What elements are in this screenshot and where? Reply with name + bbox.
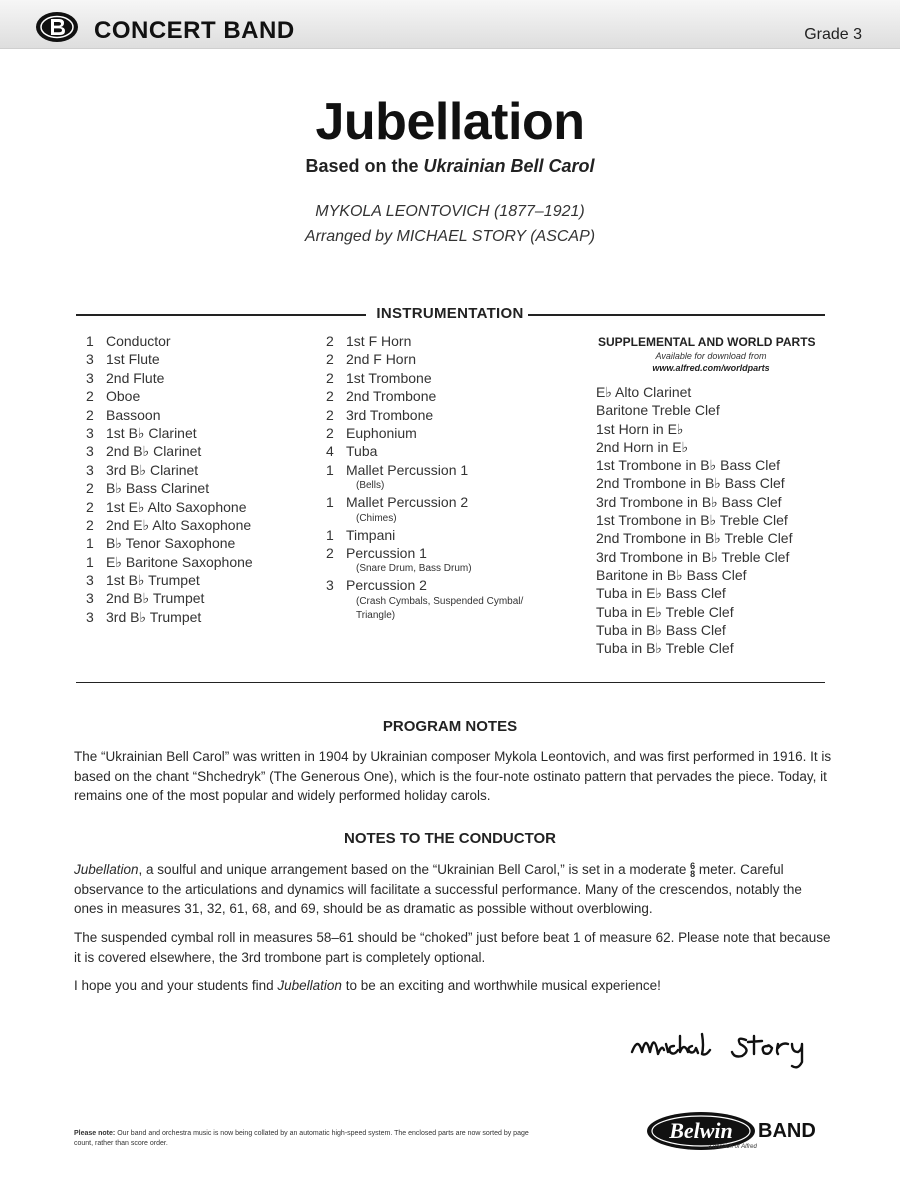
subtitle-prefix: Based on the	[305, 156, 424, 176]
instrument-name: Timpani	[346, 526, 396, 543]
instrument-name: 2nd B♭ Clarinet	[106, 443, 202, 460]
supplemental-part: Baritone in B♭ Bass Clef	[596, 566, 747, 583]
conductor-notes-heading: NOTES TO THE CONDUCTOR	[344, 830, 556, 847]
meter-bottom: 8	[690, 869, 696, 880]
instrument-count: 1	[86, 333, 94, 349]
instrument-name: 2nd Trombone	[346, 388, 437, 405]
instrument-name: B♭ Tenor Saxophone	[106, 535, 236, 552]
instrument-count: 1	[86, 553, 94, 570]
section-divider	[76, 682, 825, 683]
p1-text-b: meter. Careful observance to the articulations and dynamics will facilitate a successful performance. Many of the crescendos, notably the ones in measures 31, 32, 61, 68, and 69, should be as dramatic as possible without overblowing.	[74, 862, 802, 916]
supplemental-part: 2nd Trombone in B♭ Treble Clef	[596, 530, 793, 547]
series-label: CONCERT BAND	[94, 17, 295, 44]
instrument-count: 2	[86, 388, 94, 405]
footnote-text: Our band and orchestra music is now being collated by an automatic high-speed system. The enclosed parts are now sorted by page count, rather than score order.	[74, 1130, 529, 1147]
supplemental-part: E♭ Alto Clarinet	[596, 384, 692, 400]
instrument-count: 1	[326, 494, 334, 511]
p1-text-a: , a soulful and unique arrangement based on the “Ukrainian Bell Carol,” is set in a moderate	[138, 862, 691, 877]
instrument-name: 2nd B♭ Trumpet	[106, 590, 205, 607]
meter-top: 6	[690, 861, 696, 872]
supplemental-part: Tuba in B♭ Bass Clef	[596, 621, 726, 638]
conductor-notes-p1	[74, 860, 834, 919]
instrument-count: 4	[326, 443, 334, 460]
instrument-name: 1st B♭ Clarinet	[106, 424, 197, 441]
instrument-note: Triangle)	[356, 609, 396, 621]
instrument-name: 2nd E♭ Alto Saxophone	[106, 516, 252, 533]
instrument-name: 1st Flute	[106, 351, 160, 368]
supplemental-part: 2nd Horn in E♭	[596, 438, 689, 455]
instrument-name: Percussion 1	[346, 544, 427, 561]
composer: MYKOLA LEONTOVICH (1877–1921)	[315, 203, 585, 220]
instrument-count: 2	[86, 516, 94, 533]
piece-title: Jubellation	[315, 93, 585, 151]
instrumentation-heading: INSTRUMENTATION	[376, 305, 524, 322]
instrument-name: 3rd B♭ Clarinet	[106, 461, 199, 478]
instrument-name: 2nd F Horn	[346, 351, 417, 368]
instrument-count: 2	[326, 544, 334, 561]
instrument-name: Mallet Percussion 2	[346, 494, 469, 511]
subtitle-italic: Ukrainian Bell Carol	[423, 156, 595, 176]
conductor-notes-p3	[74, 976, 834, 996]
supplemental-part: 1st Trombone in B♭ Bass Clef	[596, 457, 781, 474]
instrument-count: 1	[326, 526, 334, 543]
conductor-notes-p2: The suspended cymbal roll in measures 58–61 should be “choked” just before beat 1 of measure 62. Please note that because it is covered elsewhere, the 3rd trombone part is completely optional.	[74, 930, 831, 965]
instrument-name: Tuba	[346, 443, 378, 460]
instrument-count: 3	[86, 369, 94, 386]
program-notes-text: The “Ukrainian Bell Carol” was written in 1904 by Ukrainian composer Mykola Leontovich, and was first performed in 1916. It is based on the chant “Shchedryk” (The Generous One), which is the four-note ostinato pattern that pervades the piece. Today, it remains one of the most popular and widely performed holiday carols.	[74, 749, 832, 803]
instrument-note: (Snare Drum, Bass Drum)	[356, 563, 472, 575]
supplemental-part: Tuba in B♭ Treble Clef	[596, 640, 734, 657]
instrument-name: 1st F Horn	[346, 333, 412, 349]
arranger-signature	[628, 1022, 828, 1072]
supplemental-part: 3rd Trombone in B♭ Bass Clef	[596, 493, 782, 510]
supplemental-part: 1st Horn in E♭	[596, 420, 684, 437]
svg-text:Belwin: Belwin	[669, 1118, 733, 1143]
instrument-name: 1st E♭ Alto Saxophone	[106, 498, 247, 515]
instrument-count: 2	[326, 406, 334, 423]
p3-text-b: to be an exciting and worthwhile musical experience!	[341, 978, 661, 993]
collation-footnote	[74, 1129, 534, 1149]
instrument-name: Bassoon	[106, 406, 161, 423]
supplemental-part: Baritone Treble Clef	[596, 402, 720, 419]
instrument-name: Percussion 2	[346, 577, 427, 594]
instrument-name: Mallet Percussion 1	[346, 461, 469, 478]
arranger: Arranged by MICHAEL STORY (ASCAP)	[304, 228, 596, 245]
belwin-b-logo-icon	[34, 10, 80, 44]
instrument-note: (Chimes)	[356, 512, 397, 524]
supplemental-part: Tuba in E♭ Treble Clef	[596, 603, 734, 620]
supplemental-part: 2nd Trombone in B♭ Bass Clef	[596, 475, 785, 492]
instrument-note: (Crash Cymbals, Suspended Cymbal/	[356, 595, 524, 607]
supplemental-url[interactable]: www.alfred.com/worldparts	[652, 363, 770, 373]
instrument-count: 1	[326, 461, 334, 478]
instrument-count: 2	[326, 424, 334, 441]
instrument-name: Conductor	[106, 333, 171, 349]
header-band	[0, 0, 900, 49]
instrument-count: 3	[86, 443, 94, 460]
instrument-count: 3	[86, 424, 94, 441]
instrumentation-rule-right	[528, 314, 825, 316]
supplemental-list	[596, 384, 793, 658]
instrument-count: 1	[86, 535, 94, 552]
instrument-count: 3	[86, 572, 94, 589]
instrument-note: (Bells)	[356, 480, 385, 492]
grade-label: Grade 3	[804, 26, 862, 43]
instrument-name: 3rd Trombone	[346, 406, 434, 423]
instrument-count: 2	[86, 406, 94, 423]
p1-title-italic: Jubellation	[74, 862, 139, 877]
instrument-count: 2	[326, 369, 334, 386]
instrument-name: 1st Trombone	[346, 369, 432, 386]
supplemental-part: 3rd Trombone in B♭ Treble Clef	[596, 548, 790, 565]
supplemental-part: 1st Trombone in B♭ Treble Clef	[596, 512, 788, 529]
supplemental-part: Tuba in E♭ Bass Clef	[596, 585, 726, 602]
supplemental-available: Available for download from	[655, 351, 767, 361]
publisher-division: a division of Alfred	[708, 1144, 757, 1150]
p3-title-italic: Jubellation	[277, 978, 342, 993]
instrument-count: 2	[326, 388, 334, 405]
instrument-name: 1st B♭ Trumpet	[106, 572, 200, 589]
instrument-count: 2	[86, 480, 94, 497]
p3-text-a: I hope you and your students find	[74, 978, 278, 993]
program-notes-heading: PROGRAM NOTES	[382, 718, 518, 735]
instrument-name: 2nd Flute	[106, 369, 165, 386]
instrument-count: 3	[86, 351, 94, 368]
instrument-name: 3rd B♭ Trumpet	[106, 608, 202, 625]
publisher-band-label: BAND	[758, 1120, 816, 1142]
footnote-label: Please note:	[74, 1130, 116, 1137]
instrument-count: 2	[86, 498, 94, 515]
instrument-name: Oboe	[106, 388, 141, 405]
subtitle	[0, 156, 900, 177]
instrument-name: B♭ Bass Clarinet	[106, 480, 210, 497]
instrument-name: E♭ Baritone Saxophone	[106, 553, 253, 570]
instrument-count: 3	[326, 577, 334, 594]
instrument-count: 2	[326, 333, 334, 349]
instrument-count: 2	[326, 351, 334, 368]
instrument-name: Euphonium	[346, 424, 417, 441]
instrument-count: 3	[86, 608, 94, 625]
instrument-count: 3	[86, 461, 94, 478]
instrument-count: 3	[86, 590, 94, 607]
supplemental-heading: SUPPLEMENTAL AND WORLD PARTS	[598, 335, 816, 349]
